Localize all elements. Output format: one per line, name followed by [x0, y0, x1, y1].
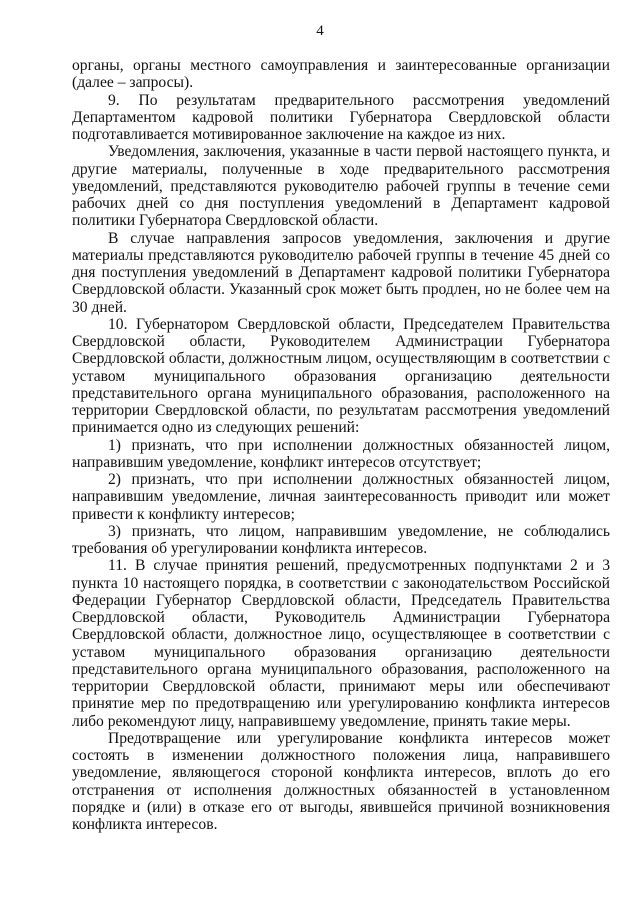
- paragraph-item-10: 10. Губернатором Свердловской области, Председателем Правительства Свердловской области, Руководителем Администрации Губернатора Свердловской области, должностным лицом, осуществляющим в соответствии с уставом муниципального образования организацию деятельности представительного органа муниципального образования, расположенного на территории Свердловской области, по результатам рассмотрения уведомлений принимается одно из следующих решений:: [72, 315, 610, 437]
- paragraph-notifications-submission: Уведомления, заключения, указанные в части первой настоящего пункта, и другие материалы, полученные в ходе предварительного рассмотрения уведомлений, представляются руководителю рабочей группы в течение семи рабочих дней со дня поступления уведомлений в Департамент кадровой политики Губернатора Свердловской области.: [72, 143, 610, 230]
- paragraph-continuation-requests: органы, органы местного самоуправления и заинтересованные организации (далее – запросы).: [72, 57, 610, 92]
- paragraph-decision-1: 1) признать, что при исполнении должностных обязанностей лицом, направившим уведомление, конфликт интересов отсутствует;: [72, 436, 610, 471]
- paragraph-decision-2: 2) признать, что при исполнении должностных обязанностей лицом, направившим уведомление, личная заинтересованность приводит или может привести к конфликту интересов;: [72, 471, 610, 523]
- paragraph-requests-deadline: В случае направления запросов уведомления, заключения и другие материалы представляются руководителю рабочей группы в течение 45 дней со дня поступления уведомлений в Департамент кадровой политики Губернатора Свердловской области. Указанный срок может быть продлен, но не более чем на 30 дней.: [72, 229, 610, 316]
- paragraph-decision-3: 3) признать, что лицом, направившим уведомление, не соблюдались требования об урегулировании конфликта интересов.: [72, 522, 610, 557]
- paragraph-item-9: 9. По результатам предварительного рассмотрения уведомлений Департаментом кадровой политики Губернатора Свердловской области подготавливается мотивированное заключение на каждое из них.: [72, 91, 610, 143]
- paragraph-conflict-prevention: Предотвращение или урегулирование конфликта интересов может состоять в изменении должностного положения лица, направившего уведомление, являющегося стороной конфликта интересов, вплоть до его отстранения от исполнения должностных обязанностей в установленном порядке и (или) в отказе его от выгоды, явившейся причиной возникновения конфликта интересов.: [72, 729, 610, 833]
- document-body: [72, 57, 610, 833]
- paragraph-item-11: 11. В случае принятия решений, предусмотренных подпунктами 2 и 3 пункта 10 настоящего порядка, в соответствии с законодательством Российской Федерации Губернатор Свердловской области, Председатель Правительства Свердловской области, Руководитель Администрации Губернатора Свердловской области, должностное лицо, осуществляющее в соответствии с уставом муниципального образования организацию деятельности представительного органа муниципального образования, расположенного на территории Свердловской области, принимают меры или обеспечивают принятие мер по предотвращению или урегулированию конфликта интересов либо рекомендуют лицу, направившему уведомление, принять такие меры.: [72, 557, 610, 730]
- page-number: 4: [316, 23, 324, 39]
